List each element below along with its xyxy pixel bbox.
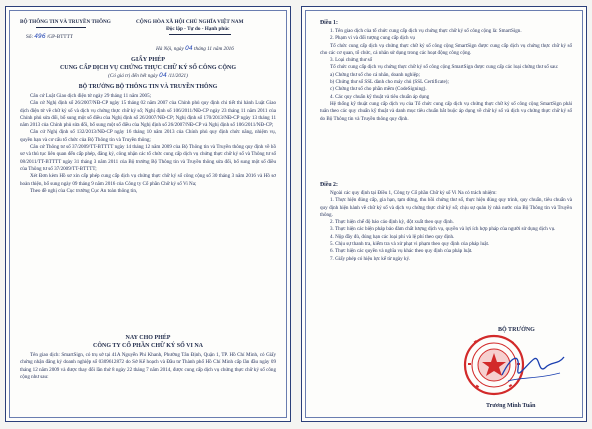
article-1-body xyxy=(320,28,572,178)
license-title: GIẤY PHÉP xyxy=(131,56,165,63)
handwritten-number: 496 xyxy=(34,33,46,40)
authority-heading: BỘ TRƯỞNG BỘ THÔNG TIN VÀ TRUYỀN THÔNG xyxy=(78,84,218,90)
article-item: 6. Thực hiện các quyền và nghĩa vụ khác theo quy định của pháp luật. xyxy=(330,248,473,255)
article-item: Ngoài các quy định tại Điều 1, Công ty Cổ phần Chữ ký số Vi Na có trách nhiệm: xyxy=(330,190,497,196)
company-details: Tên giao dịch: SmartSign, có trụ sở tại 41A Nguyễn Phi Khanh, Phường Tân Định, Quận 1, TP. Hồ Chí Minh, có Giấy chứng nhận đăng ký doanh nghiệp số 0309612872 do Sở Kế hoạch và Đầu tư Thành phố Hồ Chí Minh cấp lần đầu ngày 09 tháng 12 năm 2009 và được thay đổi lần thứ 8 ngày 22 tháng 7 năm 2014, được cung cấp dịch vụ chứng thực chữ ký số công cộng như sau: xyxy=(20,352,276,380)
license-subtitle: CUNG CẤP DỊCH VỤ CHỨNG THỰC CHỮ KÝ SỐ CÔNG CỘNG xyxy=(59,65,237,71)
article-item: Tổ chức cung cấp dịch vụ chứng thực chữ ký số công cộng SmartSign được cung cấp các loại chứng thư số sau: xyxy=(330,64,559,71)
article-item: 7. Giấy phép có hiệu lực kể từ ngày ký. xyxy=(330,255,411,262)
ministry-name: BỘ THÔNG TIN VÀ TRUYỀN THÔNG xyxy=(20,19,111,25)
republic-name: CỘNG HÒA XÃ HỘI CHỦ NGHĨA VIỆT NAM xyxy=(136,19,244,25)
motto-underline xyxy=(169,34,231,35)
article-2-heading: Điều 2: xyxy=(320,182,338,188)
article-item: 1. Thực hiện đúng cấp, gia hạn, tạm dừng, thu hồi chứng thư số, thực hiện đúng quy trình, quy chuẩn, tiêu chuẩn và quy định hiện hành về chữ ký số và dịch vụ chứng thực chữ ký số; chịu sự quản lý nhà nước của Bộ Thông tin và Truyền thông. xyxy=(320,197,572,218)
basis-paragraph: Căn cứ Thông tư số 37/2009/TT-BTTTT ngày 14 tháng 12 năm 2009 của Bộ Thông tin và Truyền thông quy định về hồ sơ và thủ tục liên quan đến cấp phép, đăng ký, công nhận các tổ chức cung cấp dịch vụ chứng thực chữ ký số và Thông tư số 08/2011/TT-BTTTT ngày 31 tháng 3 năm 2011 của Bộ trưởng Bộ Thông tin và Truyền thông sửa đổi, bổ sung một số điều của Thông tư số 37/2009/TT-BTTTT; xyxy=(20,144,276,172)
article-item: Hệ thống kỹ thuật cung cấp dịch vụ của Tổ chức cung cấp dịch vụ chứng thực chữ ký số công cộng SmartSign phải tuân theo các quy chuẩn kỹ thuật và danh mục tiêu chuẩn bắt buộc áp dụng về chữ ký số và dịch vụ chứng thực chữ ký số do Bộ Thông tin và Truyền thông quy định. xyxy=(320,100,572,122)
signature-icon xyxy=(498,345,568,389)
article-item: 2. Phạm vi và đối tượng cung cấp dịch vụ xyxy=(330,35,415,42)
article-item: b) Chứng thư số SSL dành cho máy chủ (SSL Certificate); xyxy=(330,79,449,86)
validity-line: (Có giá trị đến hết ngày 04 /11/2021) xyxy=(108,72,188,79)
license-page-front xyxy=(5,6,291,422)
article-item: 4. Nộp đầy đủ, đúng hạn các loại phí và lệ phí theo quy định. xyxy=(330,233,455,240)
basis-paragraph: Căn cứ Nghị định số 132/2013/NĐ-CP ngày 16 tháng 10 năm 2013 của Chính phủ quy định chức năng, nhiệm vụ, quyền hạn và cơ cấu tổ chức của Bộ Thông tin và Truyền thông; xyxy=(20,129,276,143)
article-item: c) Chứng thư số cho phần mềm (CodeSigning). xyxy=(330,86,427,93)
article-item: 4. Các quy chuẩn kỹ thuật và tiêu chuẩn áp dụng xyxy=(330,93,430,100)
basis-paragraph: Căn cứ Luật Giao dịch điện tử ngày 29 tháng 11 năm 2005; xyxy=(30,93,152,99)
decision-heading: NAY CHO PHÉP xyxy=(125,335,171,341)
signer-name: Trương Minh Tuấn xyxy=(486,403,536,409)
document-number: Số: 496 /GP-BTTTT xyxy=(26,33,73,40)
legal-basis xyxy=(20,93,276,331)
signer-title: BỘ TRƯỞNG xyxy=(498,327,535,333)
basis-paragraph: Căn cứ Nghị định số 26/2007/NĐ-CP ngày 15 tháng 02 năm 2007 của Chính phủ quy định chi tiết thi hành Luật Giao dịch điện tử về chữ ký số và dịch vụ chứng thực chữ ký số; Nghị định số 106/2011/NĐ-CP ngày 23 tháng 11 năm 2011 của Chính phủ sửa đổi, bổ sung một số điều của Nghị định số 26/2007/NĐ-CP; Nghị định số 170/2013/NĐ-CP ngày 13 tháng 11 năm 2013 của Chính phủ sửa đổi, bổ sung một số điều của Nghị định số 26/2007/NĐ-CP và Nghị định số 106/2011/NĐ-CP; xyxy=(20,100,276,129)
motto: Độc lập - Tự do - Hạnh phúc xyxy=(166,26,230,32)
article-item: 1. Tên giao dịch của tổ chức cung cấp dịch vụ chứng thực chữ ký số công cộng là: SmartSign. xyxy=(330,28,522,34)
article-item: 3. Loại chứng thư số xyxy=(330,57,373,64)
article-item: Tổ chức cung cấp dịch vụ chứng thực chữ ký số công cộng SmartSign được cung cấp dịch vụ chứng thực chữ ký số cho các cơ quan, tổ chức, cá nhân sử dụng trong các hoạt động công cộng. xyxy=(320,42,572,56)
article-item: a) Chứng thư số cho cá nhân, doanh nghiệp; xyxy=(330,71,420,78)
basis-paragraph: Theo đề nghị của Cục trưởng Cục An toàn thông tin, xyxy=(30,187,138,194)
article-item: 2. Thực hiện chế độ báo cáo định kỳ, đột xuất theo quy định. xyxy=(330,219,454,226)
basis-paragraph: Xét Đơn kèm Hồ sơ xin cấp phép cung cấp dịch vụ chứng thực chữ ký số công cộng số 30 tháng 3 năm 2016 và Hồ sơ hoàn thiện, bổ sung ngày 09 tháng 9 năm 2016 của Công ty Cổ phần Chữ ký số Vi Na; xyxy=(20,173,276,187)
license-page-back xyxy=(301,6,587,422)
article-2-body xyxy=(320,190,572,310)
article-item: 3. Thực hiện các biện pháp bảo đảm chất lượng dịch vụ, quyền và lợi ích hợp pháp của người sử dụng dịch vụ. xyxy=(330,226,556,233)
company-name: CÔNG TY CỔ PHẦN CHỮ KÝ SỐ VI NA xyxy=(92,343,203,349)
ministry-underline xyxy=(36,27,86,28)
article-item: 5. Chịu sự thanh tra, kiểm tra và xử phạt vi phạm theo quy định của pháp luật. xyxy=(330,241,490,248)
document-date: Hà Nội, ngày 04 tháng 11 năm 2016 xyxy=(156,45,234,52)
article-1-heading: Điều 1: xyxy=(320,20,338,26)
